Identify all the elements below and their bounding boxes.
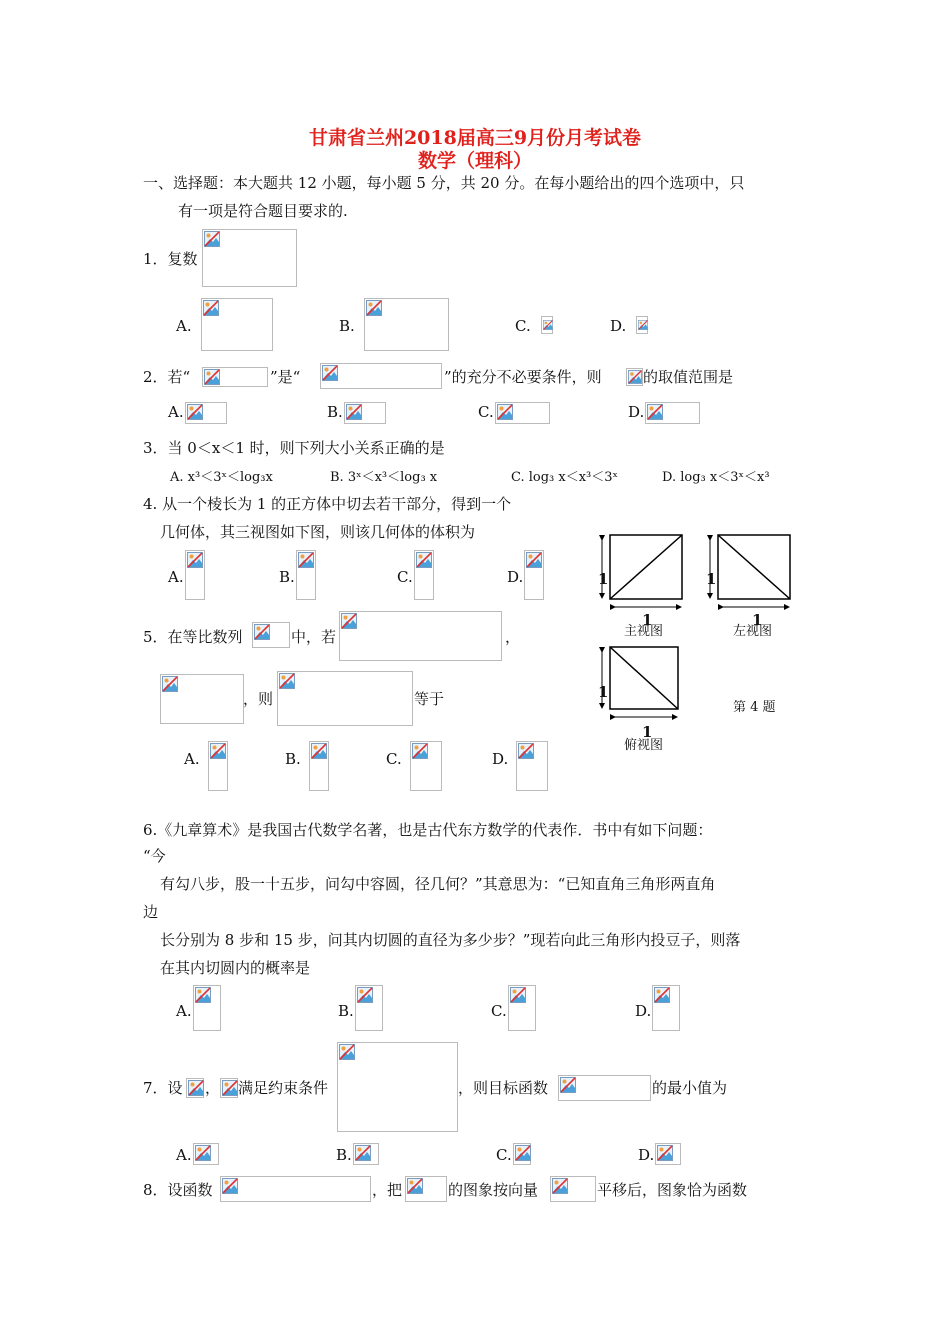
q5-stem-part: ， bbox=[505, 628, 521, 646]
q7-stem-part: 的最小值为 bbox=[652, 1079, 728, 1097]
broken-image-icon bbox=[510, 987, 526, 1003]
q2-option-b: B. bbox=[327, 403, 343, 421]
formula-image bbox=[193, 985, 221, 1031]
formula-image bbox=[626, 368, 643, 386]
q3-option-b: B. 3ˣ＜x³＜log₃ x bbox=[330, 470, 438, 485]
broken-image-icon bbox=[187, 404, 203, 420]
formula-image bbox=[220, 1078, 238, 1098]
q1-option-d: D. bbox=[610, 317, 627, 335]
top-view-width-label: 1 bbox=[642, 723, 653, 741]
formula-image bbox=[296, 550, 316, 600]
left-view-drawing bbox=[710, 535, 790, 607]
q5-stem-part: 等于 bbox=[414, 690, 445, 708]
formula-image bbox=[202, 229, 297, 287]
q6-stem-cont: 在其内切圆内的概率是 bbox=[160, 959, 311, 977]
formula-image bbox=[185, 402, 227, 424]
q4-stem-cont: 几何体，其三视图如下图，则该几何体的体积为 bbox=[160, 523, 476, 541]
figure-caption: 第 4 题 bbox=[733, 700, 776, 715]
page-subtitle: 数学（理科） bbox=[417, 150, 532, 172]
q7-stem-part: 7．设 bbox=[143, 1079, 183, 1097]
broken-image-icon bbox=[628, 370, 642, 384]
q5-option-d: D. bbox=[492, 750, 509, 768]
broken-image-icon bbox=[222, 1178, 238, 1194]
formula-image bbox=[516, 741, 548, 791]
formula-image bbox=[405, 1176, 447, 1202]
broken-image-icon bbox=[346, 404, 362, 420]
q2-stem-part: 的取值范围是 bbox=[643, 368, 734, 386]
q4-option-b: B. bbox=[279, 568, 295, 586]
front-view-height-label: 1 bbox=[598, 570, 609, 588]
q1-option-a: A. bbox=[176, 317, 192, 335]
q8-stem-part: 8．设函数 bbox=[143, 1181, 213, 1199]
broken-image-icon bbox=[204, 369, 220, 385]
q6-stem-cont: 边 bbox=[143, 903, 159, 921]
formula-image bbox=[193, 1143, 219, 1165]
broken-image-icon bbox=[341, 613, 357, 629]
q6-option-c: C. bbox=[491, 1002, 507, 1020]
q7-stem-part: 满足约束条件 bbox=[238, 1079, 329, 1097]
broken-image-icon bbox=[187, 552, 203, 568]
q6-option-d: D. bbox=[635, 1002, 652, 1020]
broken-image-icon bbox=[254, 624, 270, 640]
q1-option-c: C. bbox=[515, 317, 531, 335]
q4-option-c: C. bbox=[397, 568, 413, 586]
formula-image bbox=[353, 1143, 379, 1165]
broken-image-icon bbox=[647, 404, 663, 420]
formula-image bbox=[160, 674, 244, 724]
q5-option-a: A. bbox=[184, 750, 200, 768]
top-view-height-label: 1 bbox=[598, 683, 609, 701]
q6-option-a: A. bbox=[176, 1002, 192, 1020]
q1-option-b: B. bbox=[339, 317, 355, 335]
formula-image bbox=[201, 298, 273, 351]
front-view-width-label: 1 bbox=[642, 611, 653, 629]
q5-stem-part: 中，若 bbox=[291, 628, 337, 646]
broken-image-icon bbox=[412, 743, 428, 759]
broken-image-icon bbox=[222, 1080, 238, 1096]
q8-stem-part: ，把 bbox=[372, 1181, 403, 1199]
front-view-label: 主视图 bbox=[624, 624, 664, 639]
broken-image-icon bbox=[162, 676, 178, 692]
left-view-height-label: 1 bbox=[706, 570, 717, 588]
section-heading-cont: 有一项是符合题目要求的. bbox=[178, 202, 348, 220]
formula-image bbox=[652, 985, 680, 1031]
top-view-drawing bbox=[602, 647, 678, 717]
formula-image bbox=[344, 402, 386, 424]
q3-option-c: C. log₃ x＜x³＜3ˣ bbox=[511, 470, 619, 485]
formula-image bbox=[339, 611, 502, 661]
q2-option-a: A. bbox=[168, 403, 184, 421]
broken-image-icon bbox=[204, 231, 220, 247]
formula-image bbox=[636, 316, 648, 334]
broken-image-icon bbox=[416, 552, 432, 568]
q7-option-c: C. bbox=[496, 1146, 512, 1164]
formula-image bbox=[495, 402, 550, 424]
left-view-label: 左视图 bbox=[733, 624, 773, 639]
q6-stem-cont: 有勾八步，股一十五步，问勾中容圆，径几何？”其意思为：“已知直角三角形两直角 bbox=[160, 875, 716, 893]
broken-image-icon bbox=[279, 673, 295, 689]
q8-stem-part: 平移后，图象恰为函数 bbox=[597, 1181, 748, 1199]
broken-image-icon bbox=[543, 318, 553, 332]
broken-image-icon bbox=[497, 404, 513, 420]
q2-stem-part: 2．若“ bbox=[143, 368, 191, 386]
front-view-drawing bbox=[602, 535, 682, 607]
broken-image-icon bbox=[515, 1145, 531, 1161]
formula-image bbox=[364, 298, 449, 351]
broken-image-icon bbox=[366, 300, 382, 316]
broken-image-icon bbox=[195, 1145, 211, 1161]
q7-stem-part: ， bbox=[205, 1079, 221, 1097]
formula-image bbox=[355, 985, 383, 1031]
formula-image bbox=[220, 1176, 371, 1202]
broken-image-icon bbox=[654, 987, 670, 1003]
broken-image-icon bbox=[210, 743, 226, 759]
formula-image bbox=[185, 550, 205, 600]
broken-image-icon bbox=[526, 552, 542, 568]
q4-option-d: D. bbox=[507, 568, 524, 586]
page-title: 甘肃省兰州2018届高三9月份月考试卷 bbox=[308, 127, 642, 149]
section-heading: 一、选择题：本大题共 12 小题，每小题 5 分，共 20 分。在每小题给出的四个选项中，只 bbox=[143, 174, 745, 192]
formula-image bbox=[508, 985, 536, 1031]
q4-stem: 4. 从一个棱长为 1 的正方体中切去若干部分，得到一个 bbox=[143, 495, 512, 513]
q8-stem-part: 的图象按向量 bbox=[448, 1181, 539, 1199]
broken-image-icon bbox=[552, 1178, 568, 1194]
broken-image-icon bbox=[339, 1044, 355, 1060]
q6-option-b: B. bbox=[338, 1002, 354, 1020]
q2-stem-part: ”的充分不必要条件，则 bbox=[444, 368, 602, 386]
left-view-width-label: 1 bbox=[752, 611, 763, 629]
broken-image-icon bbox=[298, 552, 314, 568]
broken-image-icon bbox=[657, 1145, 673, 1161]
q3-option-a: A. x³＜3ˣ＜log₃x bbox=[170, 470, 273, 485]
q7-option-a: A. bbox=[176, 1146, 192, 1164]
formula-image bbox=[186, 1078, 204, 1098]
q3-option-d: D. log₃ x＜3ˣ＜x³ bbox=[662, 470, 770, 485]
q5-stem-part: 5．在等比数列 bbox=[143, 628, 243, 646]
formula-image bbox=[277, 671, 413, 726]
q5-stem-part: ，则 bbox=[243, 690, 274, 708]
formula-image bbox=[320, 363, 442, 389]
q2-stem-part: ”是“ bbox=[270, 368, 301, 386]
broken-image-icon bbox=[518, 743, 534, 759]
q6-stem-cont: 长分别为 8 步和 15 步，问其内切圆的直径为多少步？”现若向此三角形内投豆子，则落 bbox=[160, 931, 741, 949]
broken-image-icon bbox=[188, 1080, 204, 1096]
formula-image bbox=[337, 1042, 458, 1132]
formula-image bbox=[513, 1143, 531, 1165]
q2-option-d: D. bbox=[628, 403, 645, 421]
formula-image bbox=[558, 1075, 651, 1101]
q5-option-b: B. bbox=[285, 750, 301, 768]
broken-image-icon bbox=[322, 365, 338, 381]
formula-image bbox=[655, 1143, 681, 1165]
formula-image bbox=[541, 316, 553, 334]
q7-option-b: B. bbox=[336, 1146, 352, 1164]
formula-image bbox=[208, 741, 228, 791]
q7-stem-part: ，则目标函数 bbox=[458, 1079, 549, 1097]
q5-option-c: C. bbox=[386, 750, 402, 768]
q6-stem-cont: “今 bbox=[143, 847, 166, 865]
broken-image-icon bbox=[203, 300, 219, 316]
three-view-figure bbox=[590, 528, 810, 758]
formula-image bbox=[252, 622, 290, 648]
formula-image bbox=[309, 741, 329, 791]
broken-image-icon bbox=[560, 1077, 576, 1093]
q6-stem: 6.《九章算术》是我国古代数学名著，也是古代东方数学的代表作．书中有如下问题： bbox=[143, 821, 713, 839]
broken-image-icon bbox=[407, 1178, 423, 1194]
q7-option-d: D. bbox=[638, 1146, 655, 1164]
broken-image-icon bbox=[638, 318, 648, 332]
broken-image-icon bbox=[195, 987, 211, 1003]
broken-image-icon bbox=[355, 1145, 371, 1161]
broken-image-icon bbox=[357, 987, 373, 1003]
top-view-label: 俯视图 bbox=[624, 738, 664, 753]
formula-image bbox=[550, 1176, 596, 1202]
broken-image-icon bbox=[311, 743, 327, 759]
q3-stem: 3．当 0＜x＜1 时，则下列大小关系正确的是 bbox=[143, 439, 445, 457]
formula-image bbox=[410, 741, 442, 791]
formula-image bbox=[414, 550, 434, 600]
formula-image bbox=[202, 367, 268, 387]
formula-image bbox=[645, 402, 700, 424]
q2-option-c: C. bbox=[478, 403, 494, 421]
q4-option-a: A. bbox=[168, 568, 184, 586]
formula-image bbox=[524, 550, 544, 600]
q1-stem: 1．复数 bbox=[143, 250, 198, 268]
